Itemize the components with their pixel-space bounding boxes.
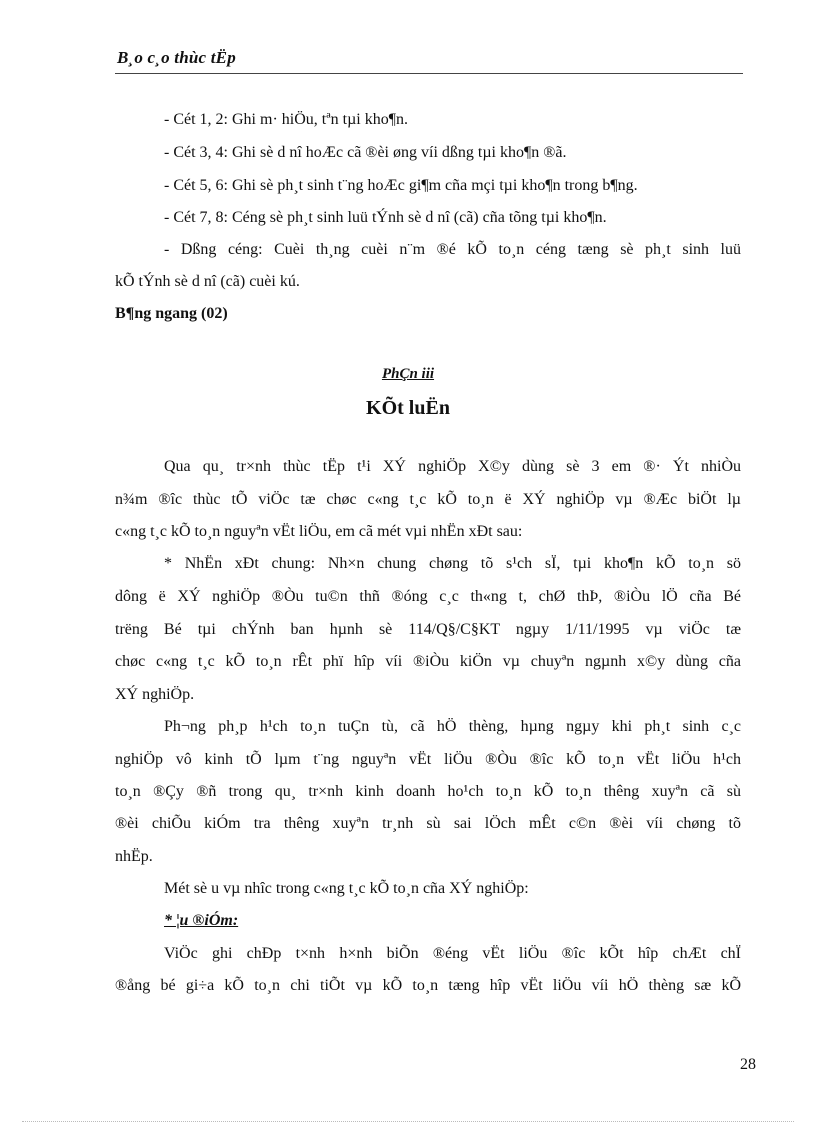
- list-item: - Cét 7, 8: Céng sè ph¸t sinh luü tÝnh sè d nî (cã) cña tõng tµi kho¶n.: [164, 209, 607, 226]
- subheading-advantages: * ¦u ®iÓm:: [164, 912, 239, 929]
- section-label: PhÇn iii: [381, 366, 435, 382]
- paragraph-line: chøc c«ng t¸c kÕ to¸n rÊt phï hîp víi ®iÒu kiÖn vµ chuyªn ngµnh x©y dùng cña: [115, 653, 741, 670]
- header-title: B¸o c¸o thùc tËp: [117, 48, 236, 67]
- paragraph-line: XÝ nghiÖp.: [115, 686, 195, 703]
- paragraph-line: ®èi chiÕu kiÓm tra thêng xuyªn tr¸nh sù sai lÖch mÊt c©n ®èi víi chøng tõ: [115, 815, 741, 832]
- page-edge-divider: [22, 1121, 794, 1122]
- paragraph-line: * NhËn xÐt chung: Nh×n chung chøng tõ s¹ch sÏ, tµi kho¶n kÕ to¸n sö: [164, 555, 741, 572]
- paragraph-line: ViÖc ghi chÐp t×nh h×nh biÕn ®éng vËt liÖu ®îc kÕt hîp chÆt chÏ: [164, 945, 741, 962]
- paragraph-line: Ph¬ng ph¸p h¹ch to¸n tuÇn tù, cã hÖ thèng, hµng ngµy khi ph¸t sinh c¸c: [164, 718, 741, 735]
- list-item: - Cét 1, 2: Ghi m· hiÖu, tªn tµi kho¶n.: [164, 111, 408, 128]
- paragraph-line: kÕ tÝnh sè d nî (cã) cuèi kú.: [115, 273, 300, 290]
- paragraph-line: c«ng t¸c kÕ to¸n nguyªn vËt liÖu, em cã mét vµi nhËn xÐt sau:: [115, 523, 523, 540]
- paragraph-line: nhËp.: [115, 848, 153, 865]
- section-title: KÕt luËn: [366, 397, 450, 419]
- paragraph-line: n¾m ®îc thùc tÕ viÖc tæ chøc c«ng t¸c kÕ to¸n ë XÝ nghiÖp vµ ®Æc biÖt lµ: [115, 491, 741, 508]
- paragraph-line: Mét sè u vµ nhîc trong c«ng t¸c kÕ to¸n cña XÝ nghiÖp:: [164, 880, 529, 897]
- table-caption: B¶ng ngang (02): [115, 305, 228, 322]
- header-rule: [115, 73, 743, 74]
- paragraph-line: dông ë XÝ nghiÖp ®Òu tu©n thñ ®óng c¸c th«ng t, chØ thÞ, ®iÒu lÖ cña Bé: [115, 588, 741, 605]
- paragraph-line: Qua qu¸ tr×nh thùc tËp t¹i XÝ nghiÖp X©y dùng sè 3 em ®· Ýt nhiÒu: [164, 458, 741, 475]
- paragraph-line: nghiÖp vô kinh tÕ lµm t¨ng nguyªn vËt liÖu ®Òu ®îc kÕ to¸n vËt liÖu h¹ch: [115, 751, 741, 768]
- paragraph-line: - Dßng céng: Cuèi th¸ng cuèi n¨m ®é kÕ to¸n céng tæng sè ph¸t sinh luü: [164, 241, 741, 258]
- list-item: - Cét 3, 4: Ghi sè d nî hoÆc cã ®èi øng víi dßng tµi kho¶n ®ã.: [164, 144, 567, 161]
- paragraph-line: ®ång bé gi÷a kÕ to¸n chi tiÕt vµ kÕ to¸n tæng hîp vËt liÖu víi hÖ thèng sæ kÕ: [115, 977, 741, 994]
- list-item: - Cét 5, 6: Ghi sè ph¸t sinh t¨ng hoÆc gi¶m cña mçi tµi kho¶n trong b¶ng.: [164, 177, 638, 194]
- paragraph-line: to¸n ®Çy ®ñ trong qu¸ tr×nh kinh doanh ho¹ch to¸n kÕ to¸n thêng xuyªn cã sù: [115, 783, 741, 800]
- page-number: 28: [740, 1056, 756, 1073]
- paragraph-line: trëng Bé tµi chÝnh ban hµnh sè 114/Q§/C§KT ngµy 1/11/1995 vµ viÖc tæ: [115, 621, 741, 638]
